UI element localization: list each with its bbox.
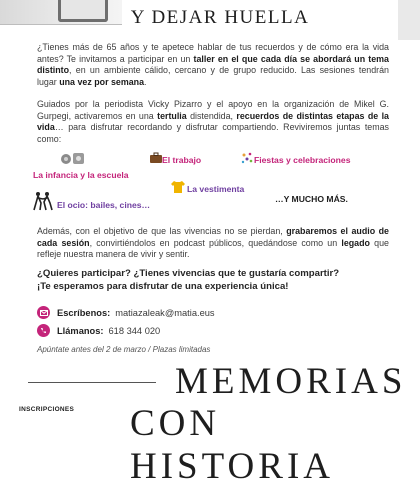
inscripciones-label: INSCRIPCIONES xyxy=(19,406,75,413)
divider xyxy=(28,382,156,383)
party-icon xyxy=(240,151,254,165)
headline: Y DEJAR HUELLA xyxy=(130,7,310,28)
header-photo xyxy=(0,0,122,25)
guide-paragraph: Guiados por la periodista Vicky Pizarro y el apoyo en la organización de Mikel G. Gurpegi, activaremos en una tertulia distendida, recuerdos de distintas etapas de la vida… para disfrutar recordando y disfrutar compartiendo. Reviviremos juntas temas como: xyxy=(37,99,389,144)
toys-icon xyxy=(60,150,86,166)
theme-infancia: La infancia y la escuela xyxy=(33,170,129,180)
theme-ocio: El ocio: bailes, cines… xyxy=(57,200,151,210)
contact-phone[interactable] xyxy=(37,324,160,337)
envelope-icon xyxy=(37,306,50,319)
theme-mucho-mas: …Y MUCHO MÁS. xyxy=(275,194,348,204)
invite-line-2: ¡Te esperamos para disfrutar de una experiencia única! xyxy=(37,280,289,292)
deadline-note: Apúntate antes del 2 de marzo / Plazas limitadas xyxy=(37,345,211,354)
intro-bold-1: taller en el que cada día se abordará un tema distinto xyxy=(37,53,389,76)
intro-bold-2: una vez por semana xyxy=(59,76,145,87)
footer-title-1: MEMORIAS xyxy=(175,361,407,402)
intro-paragraph: ¿Tienes más de 65 años y te apetece hablar de tus recuerdos y de cómo era la vida antes? Te invitamos a participar en un taller en el que cada día se abordará un tema distinto, en un ambiente cálido, cercano y de grupo reducido. Las sesiones tendrán lugar una vez por semana. xyxy=(37,42,389,87)
phone-icon xyxy=(37,324,50,337)
picture-frame xyxy=(58,0,108,22)
footer-title-2: CON HISTORIA xyxy=(130,403,334,487)
podcast-bold-2: legado xyxy=(341,237,370,248)
theme-fiestas: Fiestas y celebraciones xyxy=(254,155,351,165)
email-link[interactable]: matiazaleak@matia.eus xyxy=(115,307,215,318)
guide-bold-2: recuerdos de distintas etapas de la vida xyxy=(37,110,389,133)
podcast-bold-1: grabaremos el audio de cada sesión xyxy=(37,226,389,248)
shirt-icon xyxy=(170,180,186,194)
phone-label: Llámanos: xyxy=(57,325,104,336)
podcast-paragraph: Además, con el objetivo de que las vivencias no se pierdan, grabaremos el audio de cada sesión, convirtiéndolos en podcast públicos, quedándose como un legado que refleje nuestra manera de vivir y sentir. xyxy=(37,226,389,260)
guide-bold-1: tertulia xyxy=(157,110,187,121)
phone-number[interactable]: 618 344 020 xyxy=(108,325,161,336)
contact-email[interactable] xyxy=(37,306,215,319)
corner-decoration xyxy=(398,0,420,40)
suitcase-icon xyxy=(149,152,163,164)
theme-trabajo: El trabajo xyxy=(162,155,202,165)
theme-vestimenta: La vestimenta xyxy=(187,184,245,194)
dancers-icon xyxy=(32,191,54,211)
invitation xyxy=(37,268,397,293)
invite-line-1: ¿Quieres participar? ¿Tienes vivencias que te gustaría compartir? xyxy=(37,268,340,279)
email-label: Escríbenos: xyxy=(57,307,111,318)
themes-list xyxy=(0,140,420,215)
